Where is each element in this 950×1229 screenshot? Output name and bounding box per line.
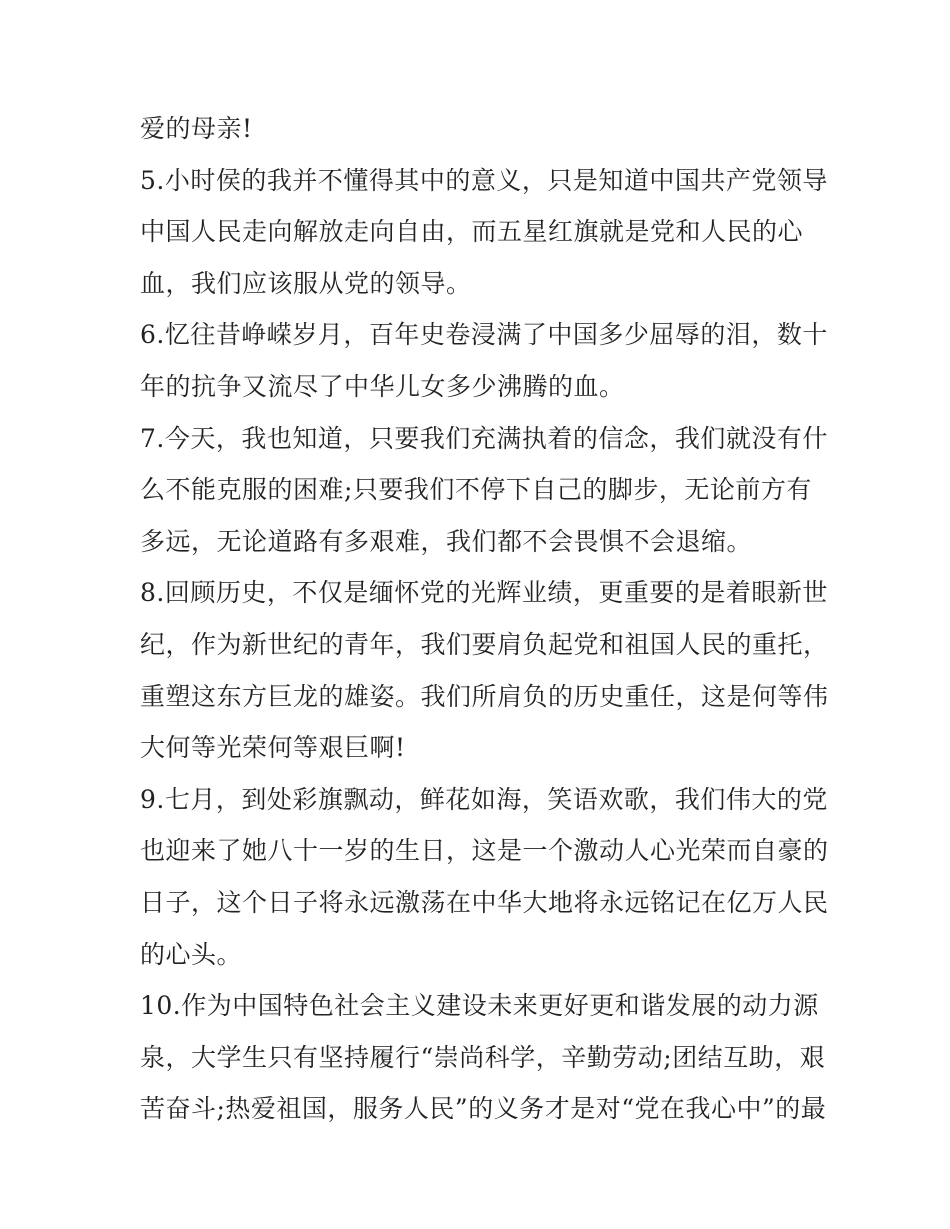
text-line: 的心头。 xyxy=(140,939,243,969)
text-line: 泉，大学生只有坚持履行“崇尚科学，辛勤劳动;团结互助，艰 xyxy=(140,1042,826,1072)
text-line: 重塑这东方巨龙的雄姿。我们所肩负的历史重任，这是何等伟 xyxy=(140,681,829,711)
text-line: 爱的母亲! xyxy=(140,114,253,143)
text-line: 血，我们应该服从党的领导。 xyxy=(140,268,472,298)
text-line: 8.回顾历史，不仅是缅怀党的光辉业绩，更重要的是着眼新世 xyxy=(140,578,828,608)
text-line: 5.小时侯的我并不懂得其中的意义，只是知道中国共产党领导 xyxy=(140,165,828,195)
text-line: 中国人民走向解放走向自由，而五星红旗就是党和人民的心 xyxy=(140,217,804,247)
text-line: 么不能克服的困难;只要我们不停下自己的脚步，无论前方有 xyxy=(140,475,812,505)
text-line: 大何等光荣何等艰巨啊! xyxy=(140,733,406,763)
text-line: 9.七月，到处彩旗飘动，鲜花如海，笑语欢歌，我们伟大的党 xyxy=(140,784,828,814)
text-line: 6.忆往昔峥嵘岁月，百年史卷浸满了中国多少屈辱的泪，数十 xyxy=(140,320,828,350)
text-line: 年的抗争又流尽了中华儿女多少沸腾的血。 xyxy=(140,371,625,401)
text-line: 日子，这个日子将永远激荡在中华大地将永远铭记在亿万人民 xyxy=(140,887,829,917)
document-page xyxy=(140,103,830,1135)
text-line: 10.作为中国特色社会主义建设未来更好更和谐发展的动力源 xyxy=(140,991,819,1021)
text-line: 7.今天，我也知道，只要我们充满执着的信念，我们就没有什 xyxy=(140,423,828,453)
text-line: 纪，作为新世纪的青年，我们要肩负起党和祖国人民的重托， xyxy=(140,629,829,659)
text-line: 也迎来了她八十一岁的生日，这是一个激动人心光荣而自豪的 xyxy=(140,836,829,866)
text-line: 多远，无论道路有多艰难，我们都不会畏惧不会退缩。 xyxy=(140,526,753,556)
text-line: 苦奋斗;热爱祖国，服务人民”的义务才是对“党在我心中”的最 xyxy=(140,1094,827,1124)
